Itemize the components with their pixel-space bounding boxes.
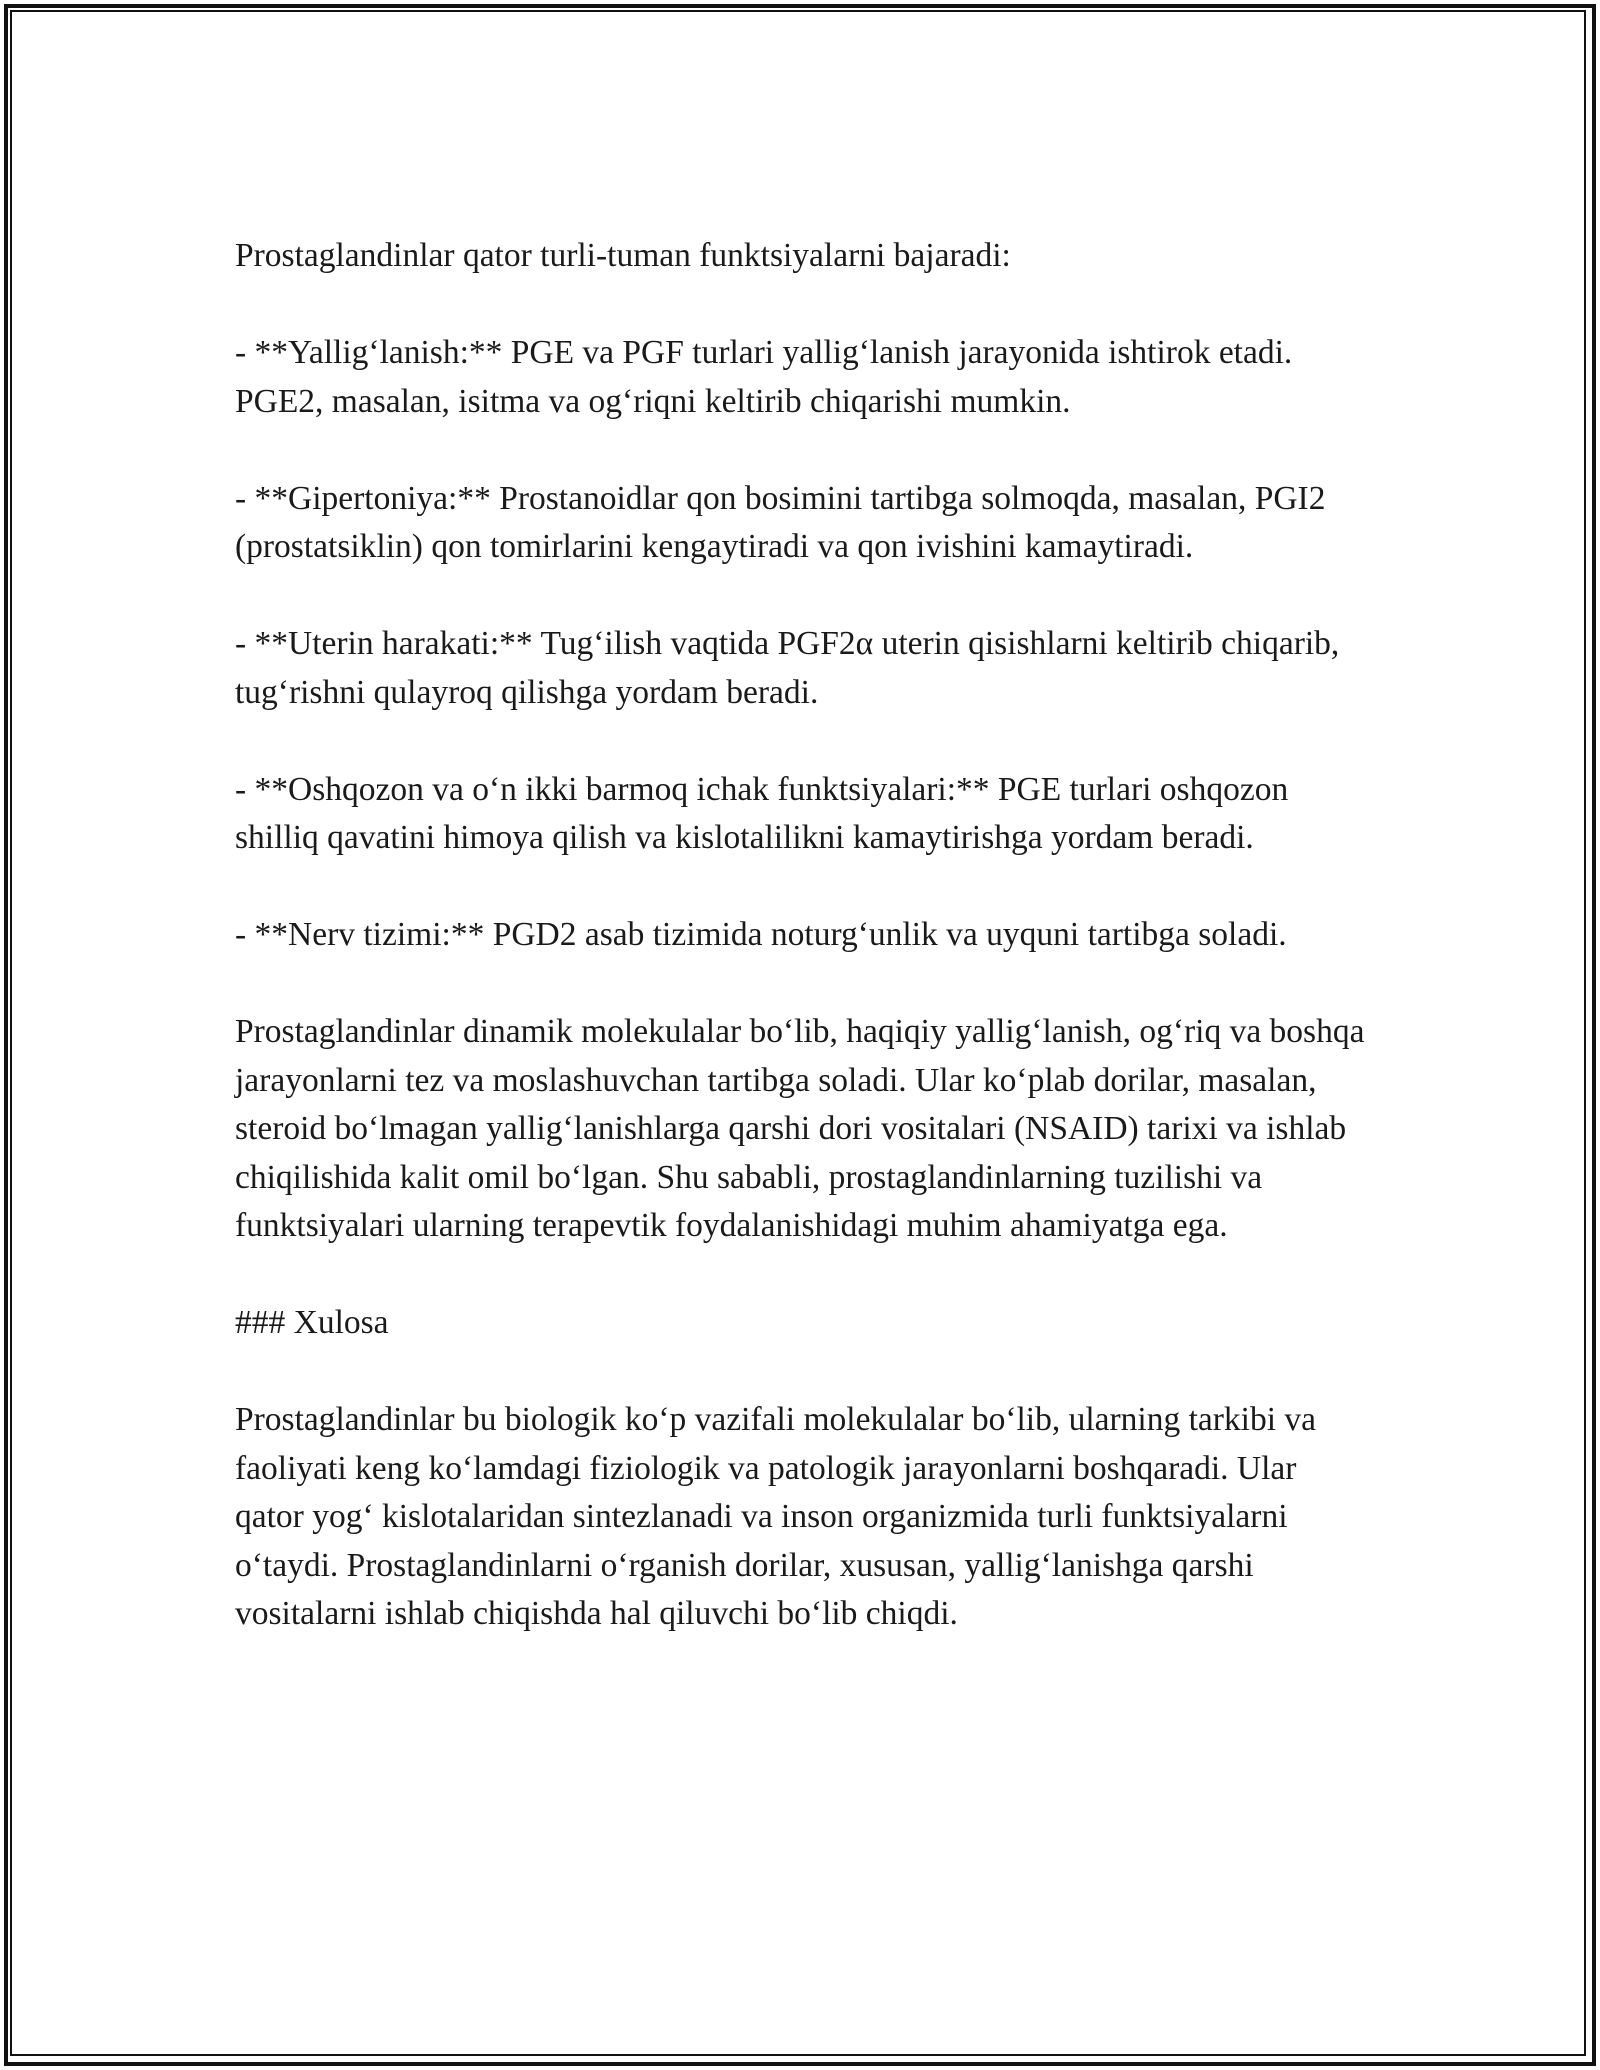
list-item-hypertension: - **Gipertoniya:** Prostanoidlar qon bosimini tartibga solmoqda, masalan, PGI2 (prostatsiklin) qon tomirlarini kengaytiradi va qon ivishini kamaytiradi. — [235, 479, 1326, 565]
section-heading-conclusion: ### Xulosa — [235, 1304, 389, 1341]
list-item-stomach: - **Oshqozon va o‘n ikki barmoq ichak funktsiyalari:** PGE turlari oshqozon shilliq qavatini himoya qilish va kislotalilikni kamaytirishga yordam beradi. — [235, 770, 1289, 856]
list-item-inflammation: - **Yallig‘lanish:** PGE va PGF turlari yallig‘lanish jarayonida ishtirok etadi. PGE2, masalan, isitma va og‘riqni keltirib chiqarishi mumkin. — [235, 334, 1293, 420]
document-body — [235, 232, 1365, 1687]
conclusion-paragraph: Prostaglandinlar bu biologik ko‘p vazifali molekulalar bo‘lib, ularning tarkibi va faoliyati keng ko‘lamdagi fiziologik va patologik jarayonlarni boshqaradi. Ular qator yog‘ kislotalaridan sintezlanadi va inson organizmida turli funktsiyalarni o‘taydi. Prostaglandinlarni o‘rganish dorilar, xususan, yallig‘lanishga qarshi vositalarni ishlab chiqishda hal qiluvchi bo‘lib chiqdi. — [235, 1401, 1317, 1632]
list-item-uterine: - **Uterin harakati:** Tug‘ilish vaqtida PGF2α uterin qisishlarni keltirib chiqarib, tug‘rishni qulayroq qilishga yordam beradi. — [235, 625, 1340, 711]
intro-paragraph: Prostaglandinlar qator turli-tuman funktsiyalarni bajaradi: — [235, 237, 1011, 274]
body-paragraph-dynamic: Prostaglandinlar dinamik molekulalar bo‘lib, haqiqiy yallig‘lanish, og‘riq va boshqa jarayonlarni tez va moslashuvchan tartibga soladi. Ular ko‘plab dorilar, masalan, steroid bo‘lmagan yallig‘lanishlarga qarshi dori vositalari (NSAID) tarixi va ishlab chiqilishida kalit omil bo‘lgan. Shu sababli, prostaglandinlarning tuzilishi va funktsiyalari ularning terapevtik foydalanishidagi muhim ahamiyatga ega. — [235, 1013, 1365, 1244]
list-item-nervous-system: - **Nerv tizimi:** PGD2 asab tizimida noturg‘unlik va uyquni tartibga soladi. — [235, 916, 1287, 953]
